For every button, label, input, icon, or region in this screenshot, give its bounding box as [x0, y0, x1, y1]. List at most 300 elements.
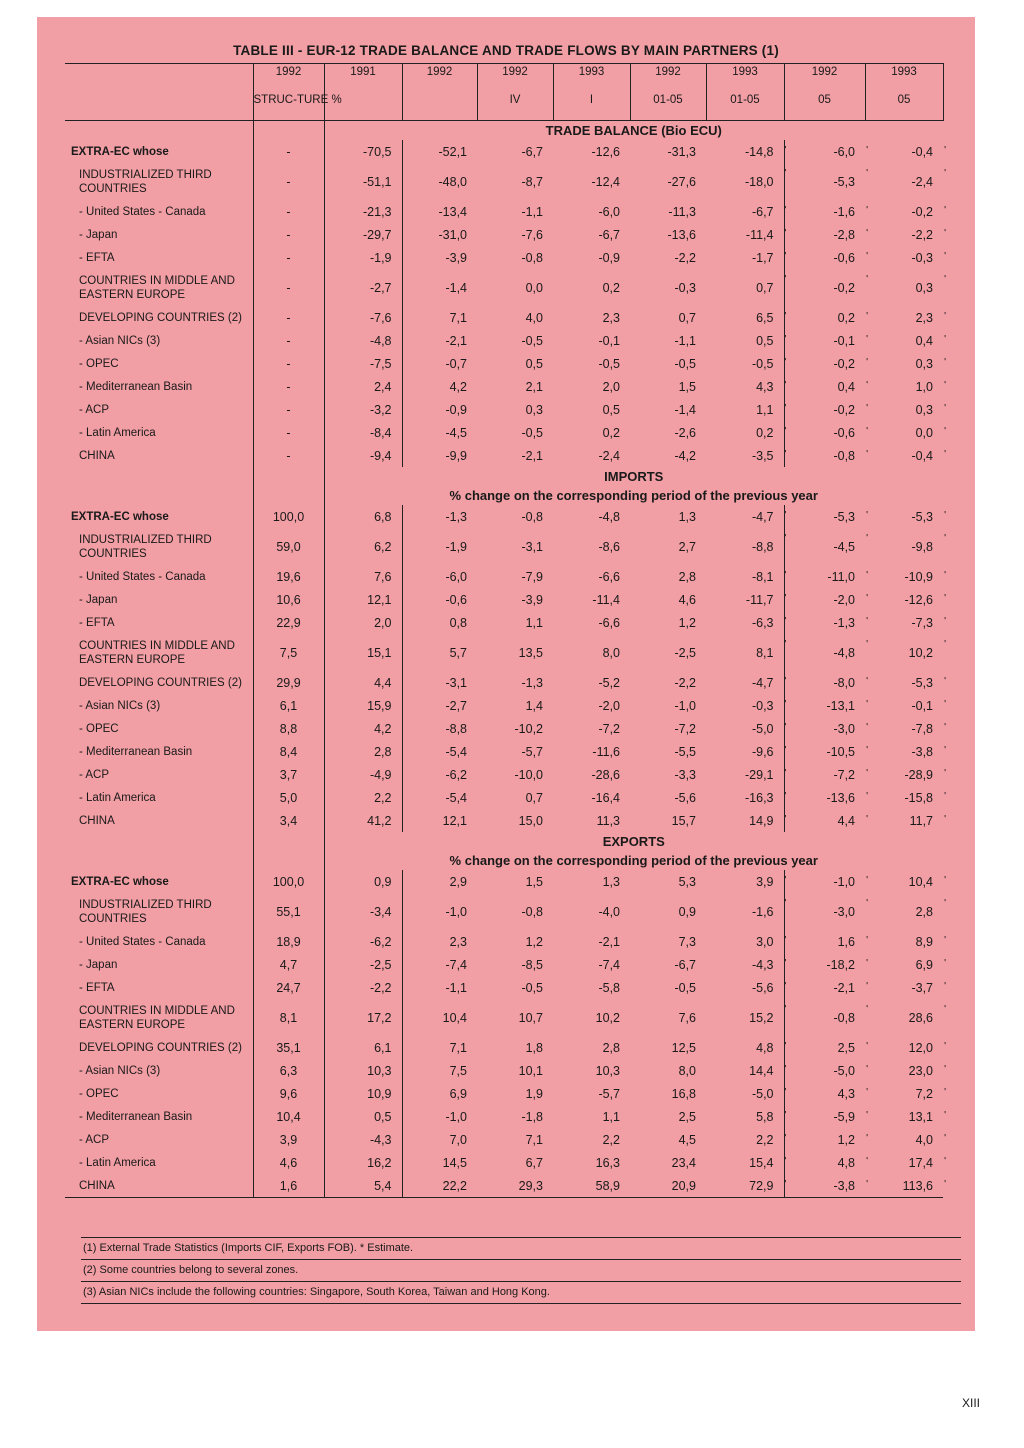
table-cell: 17,4 '	[865, 1151, 943, 1174]
table-cell: -0,7	[445, 356, 467, 371]
table-cell: -70,5	[324, 140, 402, 163]
table-cell: -0,5	[598, 356, 620, 371]
table-cell: -3,9	[445, 250, 467, 265]
section-blank	[253, 851, 324, 870]
table-cell: -3,8 '	[784, 1174, 865, 1198]
table-cell: -1,1	[445, 980, 467, 995]
row-label: COUNTRIES IN MIDDLE AND EASTERN EUROPE	[65, 634, 253, 671]
table-cell: -12,6 '	[865, 588, 943, 611]
row-label: INDUSTRIALIZED THIRD COUNTRIES	[65, 893, 253, 930]
table-cell: -1,0	[674, 698, 696, 713]
table-cell: 6,3	[253, 1059, 324, 1082]
table-cell: 8,0	[678, 1063, 696, 1078]
table-cell: -5,6	[674, 790, 696, 805]
table-cell: 4,3 '	[706, 375, 784, 398]
table-cell: 1,8	[525, 1040, 543, 1055]
section-blank	[253, 467, 324, 486]
table-cell: -10,2	[514, 721, 543, 736]
table-row	[65, 223, 943, 246]
row-label: DEVELOPING COUNTRIES (2)	[65, 1036, 253, 1059]
table-cell: 4,2	[449, 379, 467, 394]
table-cell: 0,0 '	[865, 421, 943, 444]
header-year: 1992	[630, 64, 706, 81]
row-label: - ACP	[65, 763, 253, 786]
row-label: - ACP	[65, 398, 253, 421]
row-label: - Latin America	[65, 1151, 253, 1174]
table-cell: -9,6 '	[706, 740, 784, 763]
row-label: - Japan	[65, 588, 253, 611]
header-period: IV	[477, 80, 553, 121]
table-cell: 4,8 '	[706, 1036, 784, 1059]
table-cell: -2,7	[445, 698, 467, 713]
table-cell: -11,4	[592, 592, 620, 607]
table-cell: 10,3	[324, 1059, 402, 1082]
table-cell: 0,7	[678, 310, 696, 325]
table-cell: -21,3	[324, 200, 402, 223]
table-cell: -5,4	[445, 744, 467, 759]
table-cell: 3,0 '	[706, 930, 784, 953]
table-cell: 0,9	[324, 870, 402, 893]
table-cell: 1,3	[678, 509, 696, 524]
table-cell: 2,3	[602, 310, 620, 325]
section-blank	[65, 486, 253, 505]
table-cell: -0,6 '	[784, 246, 865, 269]
table-cell: 4,3 '	[784, 1082, 865, 1105]
header-period: 05	[784, 80, 865, 121]
table-cell: 3,7	[253, 763, 324, 786]
table-cell: -	[253, 269, 324, 306]
table-cell: 2,1	[525, 379, 543, 394]
table-cell: 0,5	[525, 356, 543, 371]
table-cell: -6,7	[598, 227, 620, 242]
table-row	[65, 246, 943, 269]
table-cell: -8,8	[445, 721, 467, 736]
header-years-row	[65, 64, 943, 81]
table-cell: 23,4	[671, 1155, 696, 1170]
table-cell: 7,6	[678, 1010, 696, 1025]
table-cell: -7,9	[521, 569, 543, 584]
table-row	[65, 1151, 943, 1174]
table-cell: 2,9	[449, 874, 467, 889]
row-label: - EFTA	[65, 976, 253, 999]
table-cell: -2,4 '	[865, 163, 943, 200]
table-cell: -0,2 '	[784, 352, 865, 375]
table-cell: -2,0	[598, 698, 620, 713]
table-cell: 10,1	[518, 1063, 543, 1078]
table-cell: 6,1	[324, 1036, 402, 1059]
table-cell: 28,6 '	[865, 999, 943, 1036]
table-cell: -1,4	[445, 280, 467, 295]
table-cell: 4,2	[324, 717, 402, 740]
table-cell: -8,7	[521, 174, 543, 189]
table-row	[65, 1059, 943, 1082]
table-cell: -7,3 '	[865, 611, 943, 634]
table-cell: -5,8	[598, 980, 620, 995]
table-cell: -5,7	[598, 1086, 620, 1101]
table-row	[65, 306, 943, 329]
table-cell: -0,4 '	[865, 444, 943, 467]
section-blank	[253, 121, 324, 141]
table-cell: 22,2	[402, 1174, 477, 1198]
table-cell: 14,4 '	[706, 1059, 784, 1082]
table-cell: 20,9	[630, 1174, 706, 1198]
row-label: DEVELOPING COUNTRIES (2)	[65, 306, 253, 329]
table-cell: -0,2 '	[865, 200, 943, 223]
table-cell: -5,2	[598, 675, 620, 690]
table-cell: -8,4	[324, 421, 402, 444]
row-label: - OPEC	[65, 1082, 253, 1105]
table-cell: 11,3	[596, 813, 620, 828]
table-cell: -0,6 '	[784, 421, 865, 444]
row-label: INDUSTRIALIZED THIRD COUNTRIES	[65, 163, 253, 200]
table-cell: -4,8 '	[784, 634, 865, 671]
table-cell: 2,8	[678, 569, 696, 584]
table-cell: -0,1 '	[784, 329, 865, 352]
table-cell: -27,6	[667, 174, 696, 189]
table-row	[65, 976, 943, 999]
table-cell: -7,5	[324, 352, 402, 375]
table-cell: -4,9	[324, 763, 402, 786]
table-cell: -	[253, 398, 324, 421]
table-cell: -31,0	[438, 227, 467, 242]
table-cell: 23,0 '	[865, 1059, 943, 1082]
table-row	[65, 505, 943, 528]
table-cell: 10,4	[253, 1105, 324, 1128]
table-cell: 1,5	[525, 874, 543, 889]
table-cell: -7,4	[445, 957, 467, 972]
table-cell: -3,1	[445, 675, 467, 690]
table-cell: -3,9	[521, 592, 543, 607]
table-cell: 8,9 '	[865, 930, 943, 953]
table-cell: -48,0	[438, 174, 467, 189]
table-row	[65, 611, 943, 634]
table-row	[65, 694, 943, 717]
table-cell: -2,1	[445, 333, 467, 348]
table-cell: -12,6	[591, 144, 620, 159]
footnote: (1) External Trade Statistics (Imports CIF, Exports FOB). * Estimate.	[81, 1237, 961, 1259]
row-label: CHINA	[65, 809, 253, 832]
row-label: - EFTA	[65, 246, 253, 269]
table-cell: -2,7	[324, 269, 402, 306]
table-cell: -5,3 '	[784, 505, 865, 528]
header-year: 1992	[784, 64, 865, 81]
table-cell: -10,0	[514, 767, 543, 782]
table-cell: 5,3	[678, 874, 696, 889]
table-cell: 7,5	[449, 1063, 467, 1078]
table-cell: 6,9 '	[865, 953, 943, 976]
table-cell: 10,7	[518, 1010, 543, 1025]
table-cell: 10,4 '	[865, 870, 943, 893]
table-cell: -8,0 '	[784, 671, 865, 694]
table-cell: 2,2	[324, 786, 402, 809]
table-cell: -7,6	[521, 227, 543, 242]
table-cell: 8,1 '	[706, 634, 784, 671]
row-label: COUNTRIES IN MIDDLE AND EASTERN EUROPE	[65, 269, 253, 306]
header-periods-row	[65, 80, 943, 121]
table-cell: 1,3	[602, 874, 620, 889]
table-cell: -1,6 '	[784, 200, 865, 223]
table-cell: 4,4 '	[784, 809, 865, 832]
table-cell: 41,2	[324, 809, 402, 832]
table-cell: -7,8 '	[865, 717, 943, 740]
header-year: 1993	[553, 64, 630, 81]
table-cell: 72,9 '	[706, 1174, 784, 1198]
header-year: 1992	[253, 64, 324, 81]
table-cell: -1,1	[674, 333, 696, 348]
table-cell: -1,1	[521, 204, 543, 219]
table-cell: -	[253, 352, 324, 375]
table-cell: -5,0 '	[706, 717, 784, 740]
table-cell: 17,2	[324, 999, 402, 1036]
table-cell: 15,0	[518, 813, 543, 828]
row-label: - OPEC	[65, 352, 253, 375]
table-cell: -0,3	[674, 280, 696, 295]
table-cell: 1,1	[602, 1109, 620, 1124]
table-cell: -0,8 '	[784, 999, 865, 1036]
table-cell: 4,4	[324, 671, 402, 694]
header-year: 1993	[865, 64, 943, 81]
table-cell: -0,8 '	[784, 444, 865, 467]
section-subheading: % change on the corresponding period of the previous year	[449, 853, 818, 868]
table-cell: 0,3 '	[865, 352, 943, 375]
table-cell: 1,0 '	[865, 375, 943, 398]
table-cell: -28,9 '	[865, 763, 943, 786]
table-cell: -5,3 '	[865, 505, 943, 528]
row-label: CHINA	[65, 444, 253, 467]
table-cell: -3,3	[674, 767, 696, 782]
table-cell: -0,5	[674, 356, 696, 371]
table-cell: -2,1 '	[784, 976, 865, 999]
table-cell: -52,1	[438, 144, 467, 159]
table-cell: -1,9	[445, 539, 467, 554]
table-cell: -29,7	[324, 223, 402, 246]
table-row	[65, 329, 943, 352]
table-row	[65, 200, 943, 223]
row-label: - United States - Canada	[65, 200, 253, 223]
table-row	[65, 565, 943, 588]
table-row	[65, 953, 943, 976]
section-blank	[65, 121, 253, 141]
table-cell: -5,7	[521, 744, 543, 759]
table-cell: 2,5 '	[784, 1036, 865, 1059]
table-cell: -8,8 '	[706, 528, 784, 565]
table-cell: 10,3	[595, 1063, 620, 1078]
table-cell: 7,1	[449, 1040, 467, 1055]
table-cell: 12,0 '	[865, 1036, 943, 1059]
header-period: I	[553, 80, 630, 121]
table-row	[65, 870, 943, 893]
table-cell: 0,4 '	[784, 375, 865, 398]
table-cell: -0,1	[598, 333, 620, 348]
table-row	[65, 269, 943, 306]
table-cell: 29,3	[477, 1174, 553, 1198]
table-row	[65, 352, 943, 375]
table-cell: -8,6	[598, 539, 620, 554]
table-cell: -2,2	[674, 250, 696, 265]
header-year: 1992	[477, 64, 553, 81]
table-cell: 11,7 '	[865, 809, 943, 832]
table-cell: -8,5	[521, 957, 543, 972]
table-cell: -5,0 '	[706, 1082, 784, 1105]
table-cell: -0,9	[598, 250, 620, 265]
table-cell: 2,3	[449, 934, 467, 949]
section-subheading-row	[65, 486, 943, 505]
table-cell: -	[253, 140, 324, 163]
row-label: - Japan	[65, 953, 253, 976]
row-label: - EFTA	[65, 611, 253, 634]
table-cell: -9,8 '	[865, 528, 943, 565]
table-cell: 2,5	[678, 1109, 696, 1124]
table-cell: -4,2	[674, 448, 696, 463]
table-cell: 16,2	[324, 1151, 402, 1174]
section-heading-row	[65, 121, 943, 141]
table-cell: -5,6 '	[706, 976, 784, 999]
table-cell: -11,0 '	[784, 565, 865, 588]
table-row	[65, 740, 943, 763]
table-cell: -6,7 '	[706, 200, 784, 223]
table-cell: -14,8 '	[706, 140, 784, 163]
table-cell: 1,2 '	[784, 1128, 865, 1151]
table-cell: -0,5	[521, 425, 543, 440]
table-row	[65, 809, 943, 832]
table-cell: -3,5 '	[706, 444, 784, 467]
table-cell: -3,8 '	[865, 740, 943, 763]
table-cell: -13,1 '	[784, 694, 865, 717]
table-cell: 0,9	[678, 904, 696, 919]
table-cell: -11,6	[592, 744, 620, 759]
table-cell: -1,3	[445, 509, 467, 524]
table-row	[65, 1082, 943, 1105]
table-cell: -2,6	[674, 425, 696, 440]
table-cell: 55,1	[253, 893, 324, 930]
table-cell: 2,8	[602, 1040, 620, 1055]
table-cell: -0,5	[521, 980, 543, 995]
table-cell: 7,1	[525, 1132, 543, 1147]
table-cell: -0,6	[445, 592, 467, 607]
table-cell: -2,5	[674, 645, 696, 660]
table-cell: 15,2 '	[706, 999, 784, 1036]
table-cell: 2,8	[324, 740, 402, 763]
table-cell: -10,9 '	[865, 565, 943, 588]
table-cell: 5,4	[324, 1174, 402, 1198]
table-cell: 2,8 '	[865, 893, 943, 930]
table-cell: 3,9 '	[706, 870, 784, 893]
table-cell: 10,2 '	[865, 634, 943, 671]
table-cell: 2,0	[602, 379, 620, 394]
table-cell: -3,1	[521, 539, 543, 554]
table-cell: 14,9 '	[706, 809, 784, 832]
table-cell: -0,8	[521, 509, 543, 524]
table-cell: -3,4	[324, 893, 402, 930]
table-cell: -	[253, 329, 324, 352]
section-blank	[65, 467, 253, 486]
section-blank	[65, 851, 253, 870]
table-cell: -6,0 '	[784, 140, 865, 163]
table-row	[65, 163, 943, 200]
table-cell: 1,4	[525, 698, 543, 713]
table-cell: 4,0	[525, 310, 543, 325]
table-row	[65, 786, 943, 809]
table-row	[65, 421, 943, 444]
table-row	[65, 763, 943, 786]
table-cell: 4,6	[678, 592, 696, 607]
table-cell: -13,4	[438, 204, 467, 219]
table-cell: 1,6 '	[784, 930, 865, 953]
table-cell: 24,7	[253, 976, 324, 999]
table-cell: -0,5	[521, 333, 543, 348]
table-cell: -31,3	[667, 144, 696, 159]
table-cell: 0,2	[602, 425, 620, 440]
table-cell: -4,5	[445, 425, 467, 440]
header-period	[402, 80, 477, 121]
table-row	[65, 1174, 943, 1198]
table-cell: -2,2	[324, 976, 402, 999]
table-cell: -16,4	[591, 790, 620, 805]
table-cell: 4,6	[253, 1151, 324, 1174]
table-cell: -2,0 '	[784, 588, 865, 611]
table-cell: -5,3 '	[784, 163, 865, 200]
table-cell: -2,2	[674, 675, 696, 690]
table-cell: 2,3 '	[865, 306, 943, 329]
row-label: - Mediterranean Basin	[65, 375, 253, 398]
table-cell: 2,2 '	[706, 1128, 784, 1151]
table-cell: 6,2	[324, 528, 402, 565]
table-cell: 0,4 '	[865, 329, 943, 352]
table-cell: -4,7 '	[706, 671, 784, 694]
table-cell: 0,5	[324, 1105, 402, 1128]
table-cell: 0,3 '	[865, 398, 943, 421]
table-cell: 6,7	[525, 1155, 543, 1170]
table-cell: -4,7 '	[706, 505, 784, 528]
table-cell: 1,9	[525, 1086, 543, 1101]
header-period: STRUC-TURE %	[253, 80, 324, 121]
row-label: - Mediterranean Basin	[65, 1105, 253, 1128]
table-cell: 4,0 '	[865, 1128, 943, 1151]
trade-table	[65, 63, 944, 1198]
table-cell: 13,1 '	[865, 1105, 943, 1128]
table-cell: 6,1	[253, 694, 324, 717]
table-cell: 1,1 '	[706, 398, 784, 421]
table-cell: 9,6	[253, 1082, 324, 1105]
table-cell: -16,3 '	[706, 786, 784, 809]
table-cell: -11,4 '	[706, 223, 784, 246]
table-cell: 113,6 '	[865, 1174, 943, 1198]
table-cell: -1,6 '	[706, 893, 784, 930]
table-cell: 1,2	[525, 934, 543, 949]
table-cell: -6,0	[445, 569, 467, 584]
table-cell: 0,2	[602, 280, 620, 295]
table-cell: 5,8 '	[706, 1105, 784, 1128]
row-label: - Japan	[65, 223, 253, 246]
table-cell: 15,4 '	[706, 1151, 784, 1174]
header-year: 1992	[402, 64, 477, 81]
table-cell: 1,1	[525, 615, 543, 630]
table-cell: -1,0 '	[784, 870, 865, 893]
table-cell: 1,6	[253, 1174, 324, 1198]
table-cell: 0,7	[525, 790, 543, 805]
table-cell: 0,2 '	[784, 306, 865, 329]
table-cell: -7,2	[598, 721, 620, 736]
table-cell: -1,4	[674, 402, 696, 417]
table-cell: 59,0	[253, 528, 324, 565]
section-blank	[65, 832, 253, 851]
table-cell: 3,4	[253, 809, 324, 832]
table-cell: -4,3 '	[706, 953, 784, 976]
table-row	[65, 1105, 943, 1128]
table-cell: -1,9	[324, 246, 402, 269]
table-cell: 4,7	[253, 953, 324, 976]
table-cell: -4,3	[324, 1128, 402, 1151]
